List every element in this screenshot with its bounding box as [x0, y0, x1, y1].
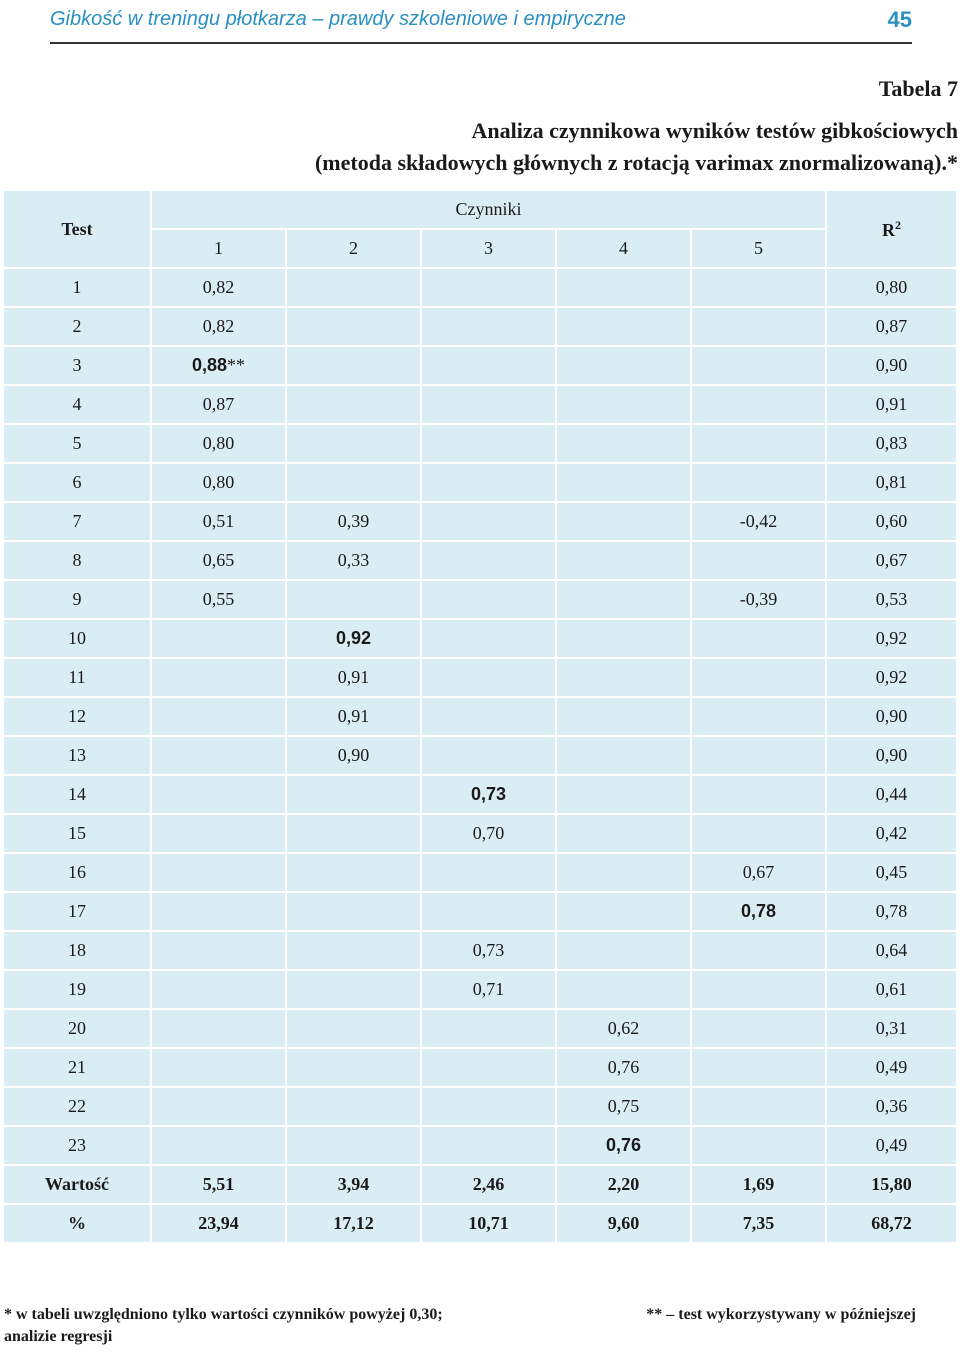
- table-row: [3, 502, 957, 541]
- factor-loading-cell: [421, 697, 556, 736]
- factor-loading-cell: [556, 268, 691, 307]
- factor-loading-value: 0,92: [335, 628, 372, 648]
- factor-loading-cell: [691, 1048, 826, 1087]
- factor-loading-value: 0,91: [337, 706, 370, 726]
- table-caption-line-2: (metoda składowych głównych z rotacją varimax znormalizowaną).*: [314, 150, 958, 175]
- factor-loading-cell: [151, 736, 286, 775]
- factor-loading-cell: [556, 658, 691, 697]
- header-r2-superscript: 2: [895, 217, 902, 232]
- factor-loading-cell: [691, 853, 826, 892]
- factor-loading-cell: [286, 736, 421, 775]
- header-test: Test: [3, 190, 151, 268]
- header-factors: Czynniki: [151, 190, 826, 229]
- factor-loading-cell: [151, 970, 286, 1009]
- factor-loading-cell: [691, 346, 826, 385]
- factor-loading-cell: [286, 697, 421, 736]
- factor-loading-cell: [286, 463, 421, 502]
- factor-loading-value: 0,80: [202, 472, 235, 492]
- factor-loading-cell: [421, 736, 556, 775]
- factor-loading-cell: [421, 619, 556, 658]
- factor-loading-cell: [556, 1048, 691, 1087]
- factor-loading-cell: [286, 658, 421, 697]
- factor-loading-value: 0,62: [607, 1018, 640, 1038]
- summary-r2: 68,72: [826, 1204, 957, 1243]
- table-row: [3, 580, 957, 619]
- table-row: [3, 1126, 957, 1165]
- summary-value: 23,94: [151, 1204, 286, 1243]
- r2-cell: 0,91: [826, 385, 957, 424]
- table-row: [3, 268, 957, 307]
- factor-loading-cell: [286, 541, 421, 580]
- summary-value: 9,60: [556, 1204, 691, 1243]
- factor-loading-cell: [286, 1126, 421, 1165]
- factor-loading-cell: [556, 307, 691, 346]
- test-number-cell: 10: [3, 619, 151, 658]
- factor-loading-value: 0,65: [202, 550, 235, 570]
- factor-loading-cell: [556, 385, 691, 424]
- factor-loading-cell: [556, 775, 691, 814]
- factor-loading-cell: [421, 1009, 556, 1048]
- r2-cell: 0,53: [826, 580, 957, 619]
- factor-loading-cell: [421, 268, 556, 307]
- test-number-cell: 3: [3, 346, 151, 385]
- summary-label: %: [3, 1204, 151, 1243]
- r2-cell: 0,42: [826, 814, 957, 853]
- table-row: [3, 346, 957, 385]
- table-row: [3, 814, 957, 853]
- factor-loading-cell: [151, 697, 286, 736]
- factor-loading-cell: [691, 814, 826, 853]
- table-row: [3, 385, 957, 424]
- footnote-regression: ** – test wykorzystywany w późniejszej: [646, 1306, 916, 1323]
- factor-loading-value: 0,78: [740, 901, 777, 921]
- factor-loading-cell: [286, 346, 421, 385]
- factor-loading-value: -0,39: [739, 589, 778, 609]
- header-r2: [826, 190, 957, 268]
- factor-loading-value: 0,91: [337, 667, 370, 687]
- summary-value: 17,12: [286, 1204, 421, 1243]
- factor-loading-cell: [286, 814, 421, 853]
- test-number-cell: 19: [3, 970, 151, 1009]
- factor-loading-cell: [556, 502, 691, 541]
- factor-loading-cell: [556, 931, 691, 970]
- factor-loading-cell: [286, 1048, 421, 1087]
- factor-loading-cell: [556, 697, 691, 736]
- table-row: [3, 463, 957, 502]
- test-number-cell: 7: [3, 502, 151, 541]
- test-number-cell: 22: [3, 1087, 151, 1126]
- factor-loading-cell: [421, 931, 556, 970]
- factor-number: 3: [421, 229, 556, 268]
- factor-loading-cell: [556, 1087, 691, 1126]
- factor-loading-cell: [421, 775, 556, 814]
- table-label: Tabela 7: [878, 76, 958, 101]
- factor-loading-cell: [691, 424, 826, 463]
- table-caption-line-1: Analiza czynnikowa wyników testów gibkościowych: [471, 118, 958, 143]
- test-number-cell: 6: [3, 463, 151, 502]
- factor-loading-cell: [691, 736, 826, 775]
- table-row: [3, 931, 957, 970]
- factor-loading-cell: [556, 346, 691, 385]
- test-number-cell: 11: [3, 658, 151, 697]
- factor-loading-value: 0,82: [202, 277, 235, 297]
- test-number-cell: 2: [3, 307, 151, 346]
- factor-loading-cell: [151, 541, 286, 580]
- factor-loading-value: 0,73: [470, 784, 507, 804]
- table-row: [3, 1048, 957, 1087]
- r2-cell: 0,61: [826, 970, 957, 1009]
- factor-loading-cell: [421, 970, 556, 1009]
- factor-loading-cell: [691, 775, 826, 814]
- factor-loading-cell: [691, 1009, 826, 1048]
- factor-loading-value: 0,87: [202, 394, 235, 414]
- summary-row: [3, 1204, 957, 1243]
- r2-cell: 0,90: [826, 697, 957, 736]
- r2-cell: 0,49: [826, 1048, 957, 1087]
- factor-loading-value: 0,76: [605, 1135, 642, 1155]
- factor-loading-value: 0,82: [202, 316, 235, 336]
- footnote-threshold: * w tabeli uwzględniono tylko wartości czynników powyżej 0,30;: [4, 1306, 443, 1323]
- factor-loading-cell: [556, 892, 691, 931]
- summary-row: [3, 1165, 957, 1204]
- factor-loading-value: -0,42: [739, 511, 778, 531]
- factor-loading-cell: [151, 424, 286, 463]
- factor-loading-cell: [556, 1009, 691, 1048]
- factor-number: 2: [286, 229, 421, 268]
- factor-loading-cell: [691, 463, 826, 502]
- factor-loading-cell: [151, 1087, 286, 1126]
- summary-r2: 15,80: [826, 1165, 957, 1204]
- factor-loading-cell: [151, 502, 286, 541]
- factor-loading-cell: [691, 697, 826, 736]
- factor-loading-cell: [151, 385, 286, 424]
- table-row: [3, 1009, 957, 1048]
- table-row: [3, 853, 957, 892]
- factor-loading-cell: [286, 385, 421, 424]
- factor-loading-cell: [421, 307, 556, 346]
- factor-loading-cell: [556, 814, 691, 853]
- test-number-cell: 4: [3, 385, 151, 424]
- factor-loading-cell: [556, 853, 691, 892]
- table-row: [3, 541, 957, 580]
- summary-value: 3,94: [286, 1165, 421, 1204]
- factor-loading-cell: [151, 463, 286, 502]
- r2-cell: 0,90: [826, 736, 957, 775]
- factor-loading-cell: [151, 814, 286, 853]
- r2-cell: 0,44: [826, 775, 957, 814]
- factor-loading-cell: [151, 1048, 286, 1087]
- r2-cell: 0,45: [826, 853, 957, 892]
- factor-loading-value: 0,73: [472, 940, 505, 960]
- page-number: 45: [887, 7, 912, 32]
- factor-loading-cell: [151, 307, 286, 346]
- r2-cell: 0,36: [826, 1087, 957, 1126]
- factor-loading-value: 0,71: [472, 979, 505, 999]
- table-row: [3, 658, 957, 697]
- factor-loading-cell: [151, 892, 286, 931]
- factor-loading-cell: [421, 892, 556, 931]
- table-row: [3, 424, 957, 463]
- factor-loading-cell: [421, 1126, 556, 1165]
- table-row: [3, 775, 957, 814]
- factor-loading-cell: [691, 385, 826, 424]
- factor-loading-cell: [556, 1126, 691, 1165]
- factor-number: 1: [151, 229, 286, 268]
- factor-loading-cell: [286, 424, 421, 463]
- test-number-cell: 17: [3, 892, 151, 931]
- factor-loading-value: 0,55: [202, 589, 235, 609]
- test-number-cell: 9: [3, 580, 151, 619]
- r2-cell: 0,80: [826, 268, 957, 307]
- factor-loading-cell: [286, 619, 421, 658]
- test-number-cell: 16: [3, 853, 151, 892]
- factor-loading-cell: [691, 1126, 826, 1165]
- factor-loading-cell: [286, 580, 421, 619]
- factor-loading-value: 0,67: [742, 862, 775, 882]
- factor-loading-cell: [286, 775, 421, 814]
- factor-loading-cell: [691, 970, 826, 1009]
- factor-loading-cell: [286, 970, 421, 1009]
- factor-loading-value: 0,75: [607, 1096, 640, 1116]
- table-row: [3, 619, 957, 658]
- running-title: Gibkość w treningu płotkarza – prawdy szkoleniowe i empiryczne: [50, 8, 626, 30]
- table-header-row: [3, 190, 957, 229]
- factor-loading-cell: [286, 931, 421, 970]
- r2-cell: 0,90: [826, 346, 957, 385]
- factor-loading-cell: [286, 268, 421, 307]
- table-summary: [3, 1165, 957, 1243]
- test-number-cell: 18: [3, 931, 151, 970]
- factor-loading-cell: [421, 346, 556, 385]
- r2-cell: 0,87: [826, 307, 957, 346]
- factor-loading-cell: [421, 580, 556, 619]
- table-row: [3, 1087, 957, 1126]
- factor-loading-cell: [151, 658, 286, 697]
- r2-cell: 0,64: [826, 931, 957, 970]
- r2-cell: 0,67: [826, 541, 957, 580]
- factor-loading-cell: [691, 931, 826, 970]
- factor-loading-value: 0,76: [607, 1057, 640, 1077]
- test-number-cell: 5: [3, 424, 151, 463]
- table-row: [3, 970, 957, 1009]
- factor-loading-cell: [151, 931, 286, 970]
- factor-loading-cell: [286, 1009, 421, 1048]
- factor-loading-cell: [691, 502, 826, 541]
- table-row: [3, 736, 957, 775]
- factor-loading-cell: [421, 658, 556, 697]
- factor-loading-cell: [421, 541, 556, 580]
- factor-number: 4: [556, 229, 691, 268]
- factor-loading-cell: [691, 580, 826, 619]
- factor-loading-cell: [151, 619, 286, 658]
- r2-cell: 0,78: [826, 892, 957, 931]
- factor-loading-cell: [556, 424, 691, 463]
- r2-cell: 0,31: [826, 1009, 957, 1048]
- factor-loading-cell: [151, 775, 286, 814]
- factor-loading-cell: [151, 346, 286, 385]
- factor-loading-cell: [556, 463, 691, 502]
- factor-loading-cell: [286, 1087, 421, 1126]
- test-number-cell: 1: [3, 268, 151, 307]
- factor-loading-cell: [556, 970, 691, 1009]
- test-number-cell: 21: [3, 1048, 151, 1087]
- factor-loading-cell: [151, 580, 286, 619]
- factor-analysis-table-wrap: [2, 189, 956, 1244]
- r2-cell: 0,92: [826, 658, 957, 697]
- factor-loading-cell: [286, 502, 421, 541]
- test-number-cell: 15: [3, 814, 151, 853]
- running-head: [50, 4, 912, 44]
- factor-loading-value: 0,88: [191, 355, 228, 375]
- r2-cell: 0,60: [826, 502, 957, 541]
- summary-value: 2,20: [556, 1165, 691, 1204]
- test-number-cell: 23: [3, 1126, 151, 1165]
- factor-analysis-table: [2, 189, 958, 1244]
- factor-loading-cell: [691, 541, 826, 580]
- table-row: [3, 697, 957, 736]
- summary-value: 7,35: [691, 1204, 826, 1243]
- factor-loading-cell: [421, 385, 556, 424]
- test-number-cell: 14: [3, 775, 151, 814]
- factor-loading-cell: [286, 853, 421, 892]
- factor-loading-value: 0,70: [472, 823, 505, 843]
- factor-loading-value: 0,51: [202, 511, 235, 531]
- factor-loading-cell: [556, 619, 691, 658]
- factor-loading-value: 0,33: [337, 550, 370, 570]
- factor-loading-cell: [691, 1087, 826, 1126]
- summary-value: 10,71: [421, 1204, 556, 1243]
- factor-loading-cell: [691, 619, 826, 658]
- test-number-cell: 20: [3, 1009, 151, 1048]
- r2-cell: 0,92: [826, 619, 957, 658]
- summary-value: 5,51: [151, 1165, 286, 1204]
- factor-loading-cell: [556, 736, 691, 775]
- table-row: [3, 892, 957, 931]
- r2-cell: 0,49: [826, 1126, 957, 1165]
- summary-value: 1,69: [691, 1165, 826, 1204]
- factor-loading-cell: [421, 463, 556, 502]
- test-number-cell: 8: [3, 541, 151, 580]
- factor-loading-cell: [151, 853, 286, 892]
- r2-cell: 0,83: [826, 424, 957, 463]
- regression-marker: **: [227, 355, 246, 375]
- factor-loading-cell: [421, 853, 556, 892]
- table-body: [3, 268, 957, 1165]
- factor-loading-cell: [421, 1087, 556, 1126]
- factor-loading-cell: [421, 424, 556, 463]
- summary-label: Wartość: [3, 1165, 151, 1204]
- table-row: [3, 307, 957, 346]
- factor-loading-value: 0,80: [202, 433, 235, 453]
- factor-loading-cell: [691, 307, 826, 346]
- factor-loading-cell: [151, 1126, 286, 1165]
- factor-loading-cell: [556, 541, 691, 580]
- test-number-cell: 12: [3, 697, 151, 736]
- factor-loading-value: 0,90: [337, 745, 370, 765]
- factor-loading-cell: [691, 892, 826, 931]
- factor-number: 5: [691, 229, 826, 268]
- summary-value: 2,46: [421, 1165, 556, 1204]
- r2-cell: 0,81: [826, 463, 957, 502]
- factor-loading-cell: [421, 814, 556, 853]
- test-number-cell: 13: [3, 736, 151, 775]
- factor-loading-value: 0,39: [337, 511, 370, 531]
- factor-loading-cell: [556, 580, 691, 619]
- header-r2-base: R: [882, 219, 896, 240]
- factor-loading-cell: [421, 1048, 556, 1087]
- factor-loading-cell: [421, 502, 556, 541]
- factor-loading-cell: [286, 307, 421, 346]
- factor-loading-cell: [691, 268, 826, 307]
- factor-loading-cell: [691, 658, 826, 697]
- factor-loading-cell: [286, 892, 421, 931]
- footnote-regression-cont: analizie regresji: [4, 1328, 113, 1345]
- factor-loading-cell: [151, 1009, 286, 1048]
- factor-loading-cell: [151, 268, 286, 307]
